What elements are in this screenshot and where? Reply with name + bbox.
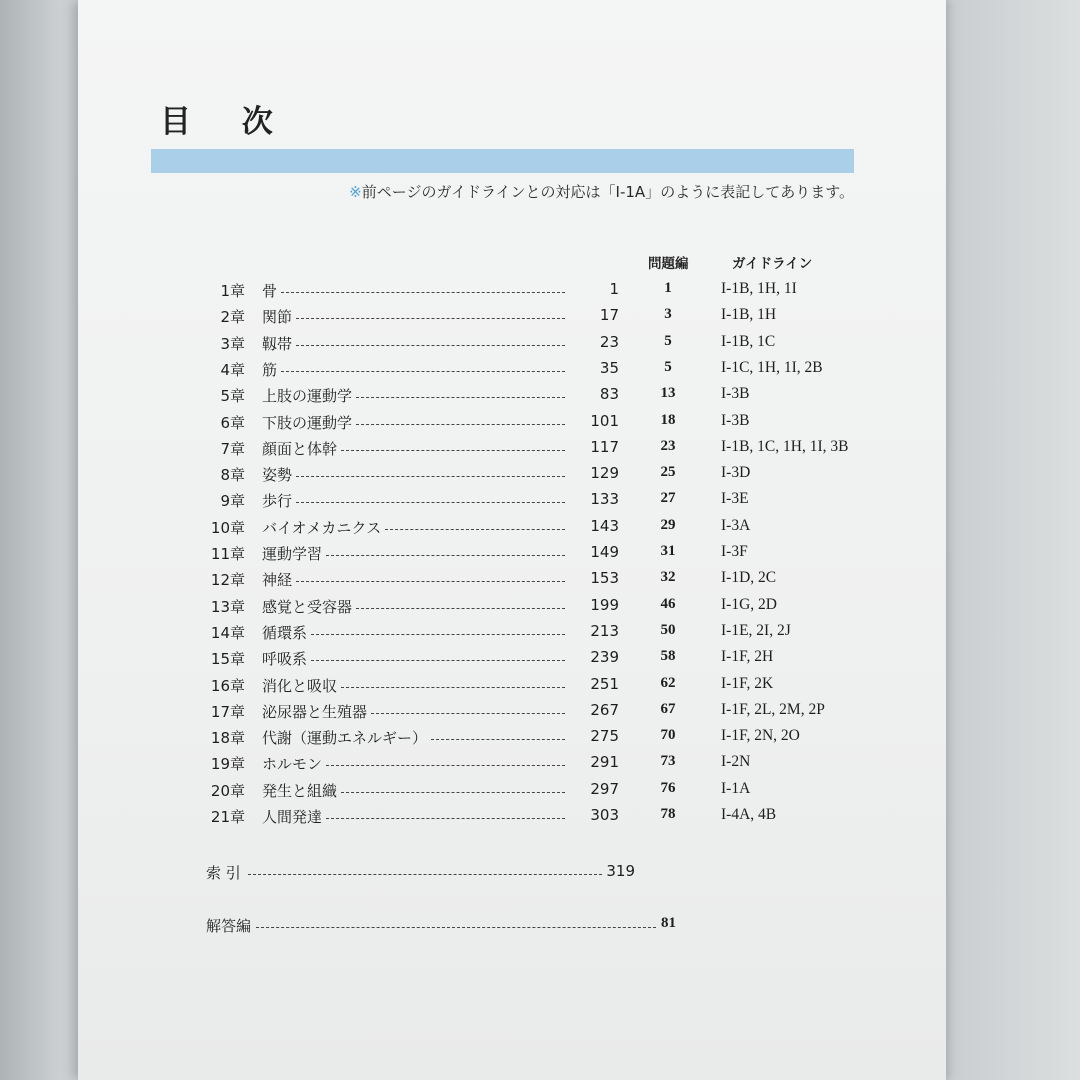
problem-page: 27 bbox=[660, 490, 676, 507]
chapter-title: 骨 bbox=[262, 282, 278, 300]
toc-row bbox=[78, 675, 946, 701]
guideline-code: I-1E, 2I, 2J bbox=[721, 621, 791, 639]
chapter-page: 129 bbox=[590, 464, 619, 483]
toc-row bbox=[78, 280, 946, 306]
chapter-number: 7章 bbox=[220, 439, 245, 458]
dotted-leader bbox=[296, 318, 565, 319]
chapter-number: 13章 bbox=[210, 597, 245, 616]
problem-page: 46 bbox=[660, 595, 676, 612]
chapter-number: 18章 bbox=[210, 729, 245, 748]
dotted-leader bbox=[385, 529, 565, 530]
toc-row bbox=[78, 359, 946, 385]
guideline-code: I-1F, 2L, 2M, 2P bbox=[721, 700, 825, 718]
guideline-code: I-2N bbox=[721, 753, 751, 771]
toc-row bbox=[78, 622, 946, 648]
guideline-code: I-1B, 1H, 1I bbox=[721, 280, 797, 297]
toc-row bbox=[78, 333, 946, 359]
dotted-leader bbox=[341, 792, 565, 793]
chapter-number: 16章 bbox=[210, 676, 245, 695]
chapter-title: バイオメカニクス bbox=[262, 518, 382, 537]
toc-row bbox=[78, 806, 946, 832]
chapter-title: 消化と吸収 bbox=[262, 676, 338, 695]
chapter-page: 35 bbox=[599, 358, 619, 377]
guideline-code: I-3F bbox=[721, 543, 748, 560]
dotted-leader bbox=[296, 476, 565, 477]
problem-page: 23 bbox=[660, 437, 676, 454]
chapter-page: 149 bbox=[590, 543, 619, 561]
chapter-number: 14章 bbox=[210, 623, 245, 642]
toc-row bbox=[78, 412, 946, 438]
chapter-page: 267 bbox=[590, 700, 619, 719]
chapter-number: 19章 bbox=[210, 755, 245, 774]
chapter-page: 143 bbox=[590, 516, 619, 535]
chapter-number: 8章 bbox=[220, 466, 245, 485]
toc-row bbox=[78, 438, 946, 464]
chapter-title: 呼吸系 bbox=[262, 650, 308, 669]
chapter-title: 靱帯 bbox=[262, 334, 293, 353]
chapter-number: 3章 bbox=[220, 334, 245, 353]
chapter-title: 神経 bbox=[262, 571, 293, 590]
background-right bbox=[940, 0, 1080, 1080]
guideline-note bbox=[349, 181, 854, 202]
guideline-code: I-3D bbox=[721, 464, 751, 482]
toc-row bbox=[78, 517, 946, 543]
dotted-leader bbox=[326, 818, 565, 819]
index-title: 索 引 bbox=[206, 864, 241, 882]
answers-title: 解答編 bbox=[206, 917, 252, 935]
toc-row bbox=[78, 306, 946, 332]
dotted-leader bbox=[296, 581, 565, 582]
problem-page: 32 bbox=[660, 569, 676, 586]
chapter-number: 5章 bbox=[220, 387, 245, 406]
chapter-page: 251 bbox=[590, 674, 619, 693]
dotted-leader bbox=[356, 608, 565, 609]
dotted-leader bbox=[356, 397, 565, 398]
problem-page: 70 bbox=[660, 727, 676, 744]
problem-page: 25 bbox=[660, 464, 676, 481]
chapter-title: 筋 bbox=[262, 360, 278, 379]
chapter-title: 循環系 bbox=[262, 623, 308, 642]
chapter-number: 2章 bbox=[220, 308, 245, 327]
toc-row bbox=[78, 596, 946, 622]
chapter-page: 117 bbox=[590, 437, 619, 456]
problem-page: 78 bbox=[660, 806, 676, 822]
title-underline-bar bbox=[151, 149, 854, 173]
problem-page: 3 bbox=[664, 306, 672, 323]
left-page-edge bbox=[0, 0, 90, 1080]
problem-page: 31 bbox=[660, 543, 676, 559]
book-page bbox=[78, 0, 946, 1080]
note-text: 前ページのガイドラインとの対応は「I-1A」のように表記してあります。 bbox=[361, 183, 854, 201]
chapter-title: 顔面と体幹 bbox=[262, 439, 338, 458]
column-header-guidelines: ガイドライン bbox=[732, 256, 813, 272]
guideline-code: I-1G, 2D bbox=[721, 595, 777, 613]
chapter-page: 23 bbox=[599, 332, 619, 351]
dotted-leader bbox=[311, 660, 565, 661]
guideline-code: I-1F, 2N, 2O bbox=[721, 727, 800, 745]
dotted-leader bbox=[371, 713, 565, 714]
dotted-leader bbox=[341, 687, 565, 688]
guideline-code: I-1C, 1H, 1I, 2B bbox=[721, 358, 823, 376]
chapter-title: 代謝（運動エネルギー） bbox=[262, 729, 428, 748]
chapter-page: 17 bbox=[599, 306, 619, 325]
problem-page: 5 bbox=[664, 358, 672, 375]
index-leader bbox=[248, 874, 602, 875]
answers-entry bbox=[78, 915, 946, 941]
chapter-page: 291 bbox=[590, 753, 619, 772]
chapter-title: 人間発達 bbox=[262, 808, 323, 826]
chapter-page: 239 bbox=[590, 648, 619, 667]
toc-row bbox=[78, 543, 946, 569]
problem-page: 50 bbox=[660, 621, 676, 638]
chapter-page: 133 bbox=[590, 490, 619, 509]
guideline-code: I-1D, 2C bbox=[721, 569, 777, 587]
chapter-number: 9章 bbox=[220, 492, 245, 511]
chapter-number: 17章 bbox=[210, 702, 245, 721]
index-entry bbox=[78, 862, 946, 888]
toc-row bbox=[78, 490, 946, 516]
guideline-code: I-4A, 4B bbox=[721, 806, 777, 823]
dotted-leader bbox=[356, 424, 565, 425]
toc-row bbox=[78, 753, 946, 779]
chapter-page: 213 bbox=[590, 621, 619, 640]
chapter-number: 11章 bbox=[210, 545, 245, 563]
dotted-leader bbox=[311, 634, 565, 635]
chapter-title: ホルモン bbox=[262, 755, 323, 774]
dotted-leader bbox=[431, 739, 565, 740]
chapter-page: 1 bbox=[609, 280, 619, 298]
chapter-number: 15章 bbox=[210, 650, 245, 669]
guideline-code: I-3E bbox=[721, 490, 749, 508]
chapter-page: 199 bbox=[590, 595, 619, 614]
chapter-page: 101 bbox=[590, 411, 619, 430]
chapter-page: 303 bbox=[590, 806, 619, 824]
chapter-page: 153 bbox=[590, 569, 619, 588]
guideline-code: I-1F, 2K bbox=[721, 674, 774, 692]
chapter-title: 運動学習 bbox=[262, 545, 323, 563]
guideline-code: I-3A bbox=[721, 516, 751, 534]
problem-page: 62 bbox=[660, 674, 676, 691]
guideline-code: I-1B, 1H bbox=[721, 306, 777, 324]
chapter-title: 姿勢 bbox=[262, 466, 293, 485]
toc-row bbox=[78, 569, 946, 595]
answers-leader bbox=[256, 927, 656, 928]
dotted-leader bbox=[326, 765, 565, 766]
guideline-code: I-1B, 1C bbox=[721, 332, 776, 350]
guideline-code: I-1B, 1C, 1H, 1I, 3B bbox=[721, 437, 849, 455]
chapter-page: 83 bbox=[599, 385, 619, 404]
problem-page: 58 bbox=[660, 648, 676, 665]
guideline-code: I-3B bbox=[721, 411, 750, 429]
problem-page: 13 bbox=[660, 385, 676, 402]
dotted-leader bbox=[281, 371, 565, 372]
toc-row bbox=[78, 780, 946, 806]
chapter-number: 1章 bbox=[220, 282, 245, 300]
toc-row bbox=[78, 385, 946, 411]
problem-page: 29 bbox=[660, 516, 676, 533]
chapter-number: 6章 bbox=[220, 413, 245, 432]
problem-page: 76 bbox=[660, 779, 676, 796]
problem-page: 5 bbox=[664, 332, 672, 349]
chapter-number: 10章 bbox=[210, 518, 245, 537]
column-header-problems: 問題編 bbox=[648, 256, 689, 272]
chapter-page: 275 bbox=[590, 727, 619, 746]
dotted-leader bbox=[296, 345, 565, 346]
note-mark: ※ bbox=[349, 183, 362, 201]
chapter-title: 発生と組織 bbox=[262, 781, 338, 800]
toc-row bbox=[78, 701, 946, 727]
chapter-number: 20章 bbox=[210, 781, 245, 800]
index-page: 319 bbox=[606, 862, 635, 880]
guideline-code: I-3B bbox=[721, 385, 750, 403]
answers-page: 81 bbox=[661, 915, 676, 931]
chapter-title: 感覚と受容器 bbox=[262, 597, 353, 616]
page-title: 目 次 bbox=[160, 104, 293, 140]
dotted-leader bbox=[296, 502, 565, 503]
chapter-number: 21章 bbox=[210, 808, 245, 826]
dotted-leader bbox=[341, 450, 565, 451]
chapter-number: 4章 bbox=[220, 360, 245, 379]
problem-page: 73 bbox=[660, 753, 676, 770]
guideline-code: I-1A bbox=[721, 779, 751, 797]
chapter-title: 上肢の運動学 bbox=[262, 387, 353, 406]
chapter-number: 12章 bbox=[210, 571, 245, 590]
guideline-code: I-1F, 2H bbox=[721, 648, 774, 666]
dotted-leader bbox=[281, 292, 565, 293]
chapter-title: 関節 bbox=[262, 308, 293, 327]
toc-row bbox=[78, 648, 946, 674]
problem-page: 1 bbox=[664, 280, 672, 296]
problem-page: 18 bbox=[660, 411, 676, 428]
chapter-title: 泌尿器と生殖器 bbox=[262, 702, 368, 721]
toc-row bbox=[78, 727, 946, 753]
problem-page: 67 bbox=[660, 700, 676, 717]
chapter-page: 297 bbox=[590, 779, 619, 798]
chapter-title: 下肢の運動学 bbox=[262, 413, 353, 432]
toc-row bbox=[78, 464, 946, 490]
chapter-title: 歩行 bbox=[262, 492, 293, 511]
dotted-leader bbox=[326, 555, 565, 556]
